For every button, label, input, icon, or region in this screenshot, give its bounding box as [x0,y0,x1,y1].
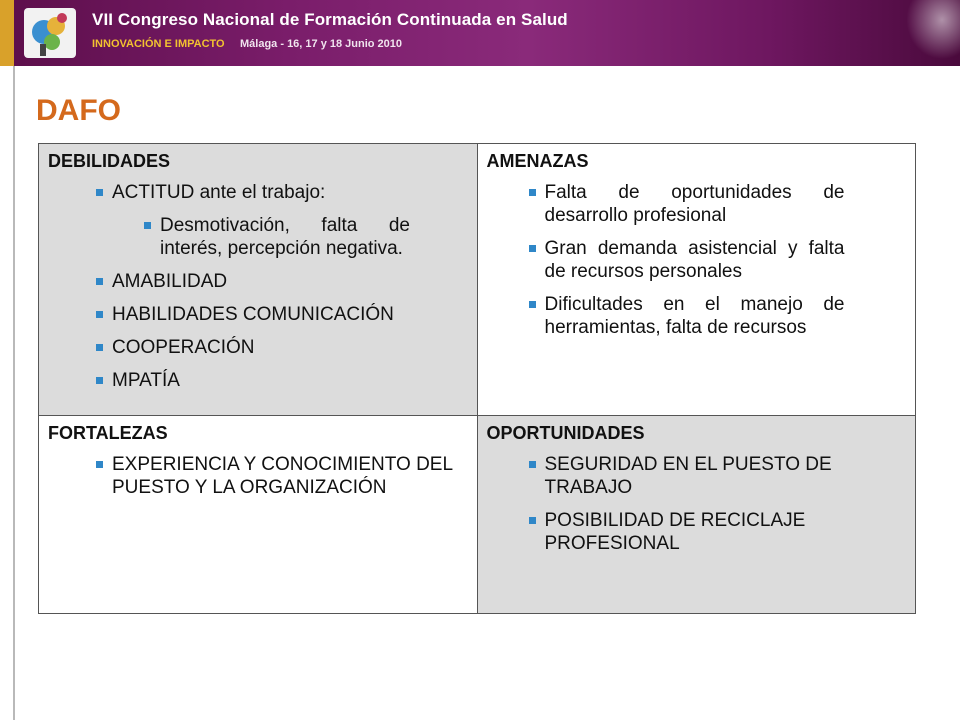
congress-location-date: Málaga - 16, 17 y 18 Junio 2010 [240,38,403,50]
debilidades-cell [39,144,478,416]
list-item: MPATÍA [96,369,467,392]
list-item: EXPERIENCIA Y CONOCIMIENTO DEL PUESTO Y LA ORGANIZACIÓN [96,453,472,499]
square-bullet-icon [96,189,103,196]
square-bullet-icon [529,189,536,196]
list-item: Dificultades en el manejo de herramientas, falta de recursos [529,293,845,339]
square-bullet-icon [529,461,536,468]
square-bullet-icon [529,517,536,524]
congress-subtitle: INNOVACIÓN E IMPACTO [92,38,225,50]
square-bullet-icon [529,245,536,252]
header-banner [0,0,960,66]
square-bullet-icon [96,311,103,318]
square-bullet-icon [96,278,103,285]
fortalezas-title: FORTALEZAS [48,423,168,443]
fortalezas-cell [39,416,478,614]
list-item: HABILIDADES COMUNICACIÓN [96,303,467,326]
congress-title: VII Congreso Nacional de Formación Continuada en Salud [92,10,568,29]
congress-logo-icon [22,6,78,60]
list-item: COOPERACIÓN [96,336,467,359]
list-item: Desmotivación, falta de interés, percepción negativa. [144,214,410,260]
amenazas-cell [477,144,916,416]
left-divider [13,66,15,720]
amenazas-title: AMENAZAS [486,151,589,171]
oportunidades-title: OPORTUNIDADES [486,423,645,443]
square-bullet-icon [96,377,103,384]
banner-decoration [900,0,960,66]
list-item: Falta de oportunidades de desarrollo profesional [529,181,845,227]
list-item: SEGURIDAD EN EL PUESTO DE TRABAJO [529,453,865,499]
oportunidades-cell [477,416,916,614]
banner-accent-strip [0,0,14,66]
square-bullet-icon [144,222,151,229]
list-item: POSIBILIDAD DE RECICLAJE PROFESIONAL [529,509,865,555]
debilidades-title: DEBILIDADES [48,151,171,171]
square-bullet-icon [96,344,103,351]
square-bullet-icon [96,461,103,468]
square-bullet-icon [529,301,536,308]
page-title: DAFO [36,94,121,127]
list-item: AMABILIDAD [96,270,467,293]
dafo-table [38,143,916,614]
list-item: ACTITUD ante el trabajo: [96,181,467,204]
list-item: Gran demanda asistencial y falta de recursos personales [529,237,845,283]
